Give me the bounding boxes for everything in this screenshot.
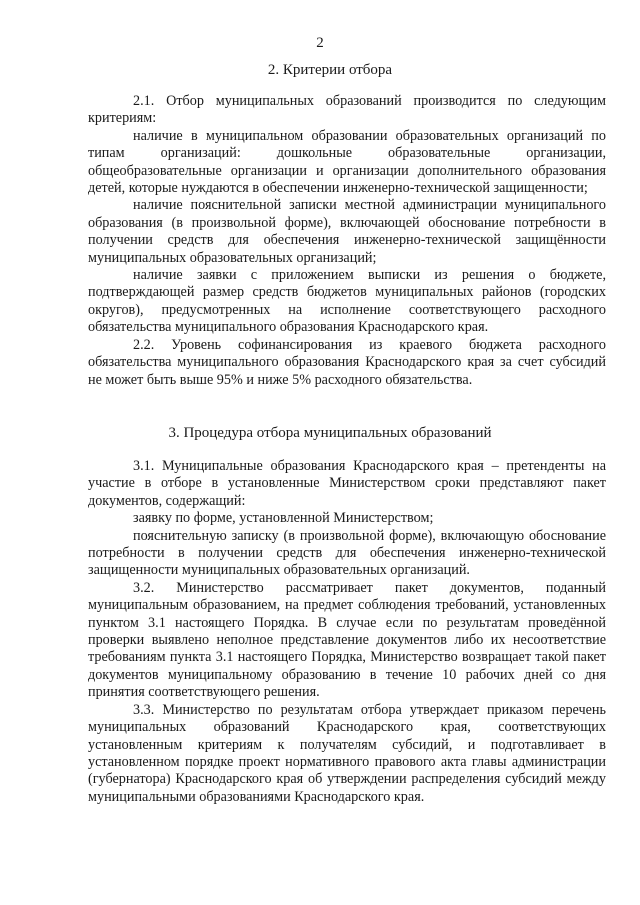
- item-explanatory-note: пояснительную записку (в произвольной форме), включающую обоснование потребности в получении средств для обеспечения инженерно-технической защищенности муниципальных образовательных организаций.: [88, 527, 606, 579]
- criterion-application: наличие заявки с приложением выписки из решения о бюджете, подтверждающей размер средств бюджетов муниципальных районов (городских округов), предусмотренных на исполнение соответствующего расходного обязательства муниципального образования Краснодарского края.: [88, 267, 606, 336]
- criterion-organizations: наличие в муниципальном образовании образовательных организаций по типам организаций: дошкольные образовательные организации, общеобразовательные организации и организации дополнительного образования детей, которые нуждаются в обеспечении инженерно-технической защищенности;: [88, 127, 606, 197]
- paragraph-3-2: 3.2. Министерство рассматривает пакет документов, поданный муниципальным образованием, на предмет соблюдения требований, установленных пунктом 3.1 настоящего Порядка. В случае если по результатам проведённой проверки выявлено неполное представление документов либо их несоответствие требованиям пункта 3.1 настоящего Порядка, Министерство возвращает такой пакет документов муниципальному образованию в течение 10 рабочих дней со дня принятия соответствующего решения.: [88, 579, 606, 701]
- section-3-title: 3. Процедура отбора муниципальных образований: [168, 425, 492, 441]
- item-application-form: заявку по форме, установленной Министерством;: [133, 510, 434, 527]
- paragraph-3-3: 3.3. Министерство по результатам отбора утверждает приказом перечень муниципальных образований Краснодарского края, соответствующих установленным критериям к получателям субсидий, и подготавливает в установленном порядке проект нормативного правового акта главы администрации (губернатора) Краснодарского края об утверждении распределения субсидий между муниципальными образованиями Краснодарского края.: [88, 701, 606, 805]
- section-2-body: [88, 93, 606, 389]
- paragraph-3-1: 3.1. Муниципальные образования Краснодарского края – претенденты на участие в отборе в установленные Министерством сроки представляют пакет документов, содержащий:: [88, 458, 606, 509]
- criterion-explanatory-note: наличие пояснительной записки местной администрации муниципального образования (в произвольной форме), включающей обоснование потребности в получении средств для обеспечения инженерно-технической защищённости муниципальных образовательных организаций;: [88, 197, 606, 266]
- paragraph-2-2: 2.2. Уровень софинансирования из краевого бюджета расходного обязательства муниципального образования Краснодарского края за счет субсидий не может быть выше 95% и ниже 5% расходного обязательства.: [88, 336, 606, 388]
- section-2-title: 2. Критерии отбора: [267, 62, 393, 78]
- section-3-body: [88, 458, 606, 806]
- page-number: 2: [316, 35, 324, 51]
- paragraph-2-1: 2.1. Отбор муниципальных образований производится по следующим критериям:: [88, 93, 606, 127]
